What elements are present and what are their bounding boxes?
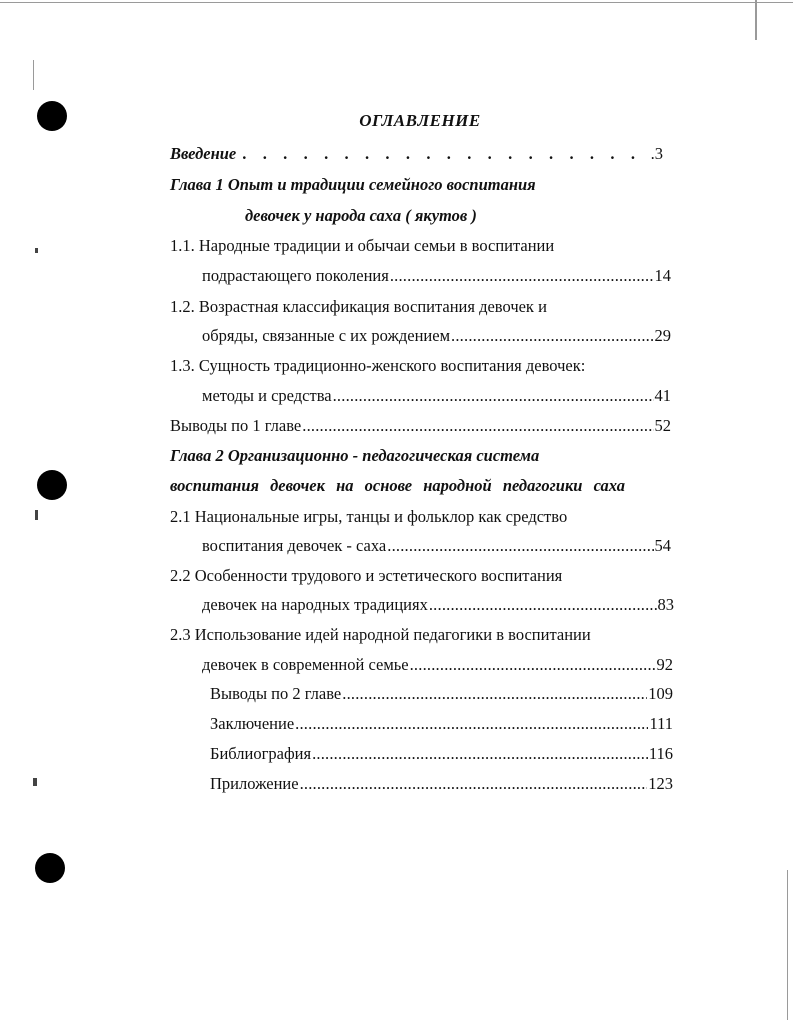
- toc-entry-page: 83: [657, 595, 674, 614]
- toc-section-1-2-line1: 1.2. Возрастная классификация воспитания девочек и: [170, 297, 547, 316]
- toc-section-1-2-line2: [202, 325, 671, 347]
- scan-edge-right: [755, 0, 757, 40]
- toc-entry-conclusions-1: [170, 415, 671, 437]
- toc-section-1-3-line2: [202, 385, 671, 407]
- toc-leader-dots: [302, 415, 653, 437]
- toc-entry-page: 109: [648, 684, 673, 703]
- toc-section-2-2-line2: [202, 594, 674, 616]
- toc-leader-dots: [387, 535, 653, 557]
- scan-edge-right-lower: [787, 870, 788, 1020]
- toc-entry-label: Библиография: [210, 744, 312, 763]
- toc-entry-label: Заключение: [210, 714, 295, 733]
- toc-leader-dots: [295, 713, 648, 735]
- toc-entry-page: 29: [654, 326, 671, 345]
- toc-entry-label: воспитания девочек - саха: [202, 536, 387, 555]
- toc-entry-page: 111: [649, 714, 673, 733]
- toc-section-1-1-line1: 1.1. Народные традиции и обычаи семьи в воспитании: [170, 236, 555, 255]
- scan-speck-3: [33, 778, 37, 786]
- toc-entry-appendix: [210, 773, 673, 795]
- toc-leader-dots: [429, 594, 657, 616]
- toc-title: ОГЛАВЛЕНИЕ: [359, 111, 481, 130]
- toc-entry-label: Введение: [170, 144, 237, 163]
- toc-leader-dots: [300, 773, 648, 795]
- toc-entry-label: методы и средства: [202, 386, 332, 405]
- toc-entry-conclusion: [210, 713, 673, 735]
- chapter2-heading-line1: Глава 2 Организационно - педагогическая система: [170, 446, 540, 465]
- toc-entry-page: 52: [654, 416, 671, 435]
- scan-edge-top: [0, 2, 793, 3]
- toc-leader-dots: [390, 265, 654, 287]
- toc-entry-page: 123: [648, 774, 673, 793]
- toc-entry-label: девочек в современной семье: [202, 655, 409, 674]
- toc-section-2-2-line1: 2.2 Особенности трудового и эстетического воспитания: [170, 566, 563, 585]
- toc-entry-page: 41: [654, 386, 671, 405]
- toc-entry-intro: [170, 143, 663, 165]
- toc-entry-bibliography: [210, 743, 673, 765]
- punch-hole-bottom: [35, 853, 65, 883]
- toc-entry-page: 14: [654, 266, 671, 285]
- scan-edge-left: [33, 60, 34, 90]
- toc-entry-label: подрастающего поколения: [202, 266, 389, 285]
- toc-entry-label: Приложение: [210, 774, 299, 793]
- toc-section-2-3-line1: 2.3 Использование идей народной педагогики в воспитании: [170, 625, 591, 644]
- toc-entry-label: обряды, связанные с их рождением: [202, 326, 451, 345]
- scan-speck-2: [35, 510, 38, 520]
- chapter2-heading-line2: воспитания девочек на основе народной педагогики саха: [170, 476, 626, 495]
- toc-section-2-3-line2: [202, 654, 673, 676]
- toc-entry-page: 54: [654, 536, 671, 555]
- toc-section-1-1-line2: [202, 265, 671, 287]
- toc-entry-label: Выводы по 1 главе: [170, 416, 302, 435]
- toc-entry-page: .3: [650, 144, 663, 163]
- toc-leader-dots: [410, 654, 656, 676]
- toc-entry-label: девочек на народных традициях: [202, 595, 428, 614]
- punch-hole-middle: [37, 470, 67, 500]
- toc-entry-page: 92: [656, 655, 673, 674]
- toc-leader-dots: [242, 143, 644, 165]
- toc-section-1-3-line1: 1.3. Сущность традиционно-женского воспитания девочек:: [170, 356, 586, 375]
- chapter1-heading-line1: Глава 1 Опыт и традиции семейного воспитания: [170, 175, 536, 194]
- toc-leader-dots: [342, 683, 647, 705]
- toc-leader-dots: [312, 743, 648, 765]
- chapter1-heading-line2: девочек у народа саха ( якутов ): [245, 206, 477, 225]
- scan-speck-1: [35, 248, 38, 253]
- toc-section-2-1-line2: [202, 535, 671, 557]
- toc-leader-dots: [333, 385, 654, 407]
- toc-entry-conclusions-2: [210, 683, 673, 705]
- toc-leader-dots: [451, 325, 653, 347]
- toc-section-2-1-line1: 2.1 Национальные игры, танцы и фольклор как средство: [170, 507, 568, 526]
- toc-entry-label: Выводы по 2 главе: [210, 684, 342, 703]
- toc-entry-page: 116: [648, 744, 673, 763]
